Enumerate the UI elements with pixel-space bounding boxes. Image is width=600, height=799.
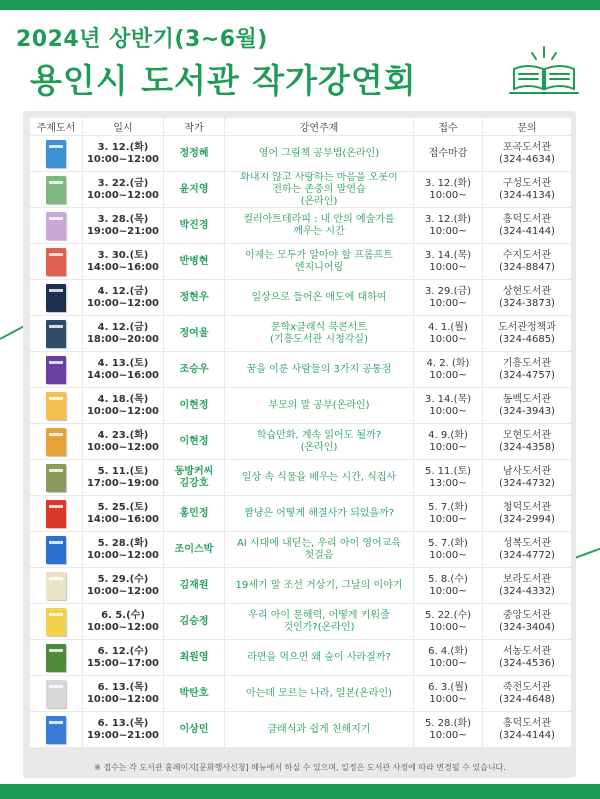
book-cover-image [46,680,66,708]
table-cell-contact: 동백도서관 (324-3943) [483,388,571,423]
table-cell-author: 김재원 [164,568,224,603]
table-cell-book [30,712,82,747]
table-cell-book [30,388,82,423]
table-cell-registration: 3. 12.(화) 10:00~ [414,208,482,243]
book-cover-image [46,212,66,240]
table-cell-date: 5. 28.(화) 10:00~12:00 [83,532,163,567]
column-header-author: 작가 [164,118,224,135]
book-cover-image [46,248,66,276]
table-cell-author: 정현우 [164,280,224,315]
table-cell-book [30,208,82,243]
book-cover-image [46,536,66,564]
table-cell-book [30,568,82,603]
table-cell-date: 6. 13.(목) 10:00~12:00 [83,676,163,711]
table-cell-date: 6. 12.(수) 15:00~17:00 [83,640,163,675]
book-cover-image [46,356,66,384]
table-cell-contact: 남사도서관 (324-4732) [483,460,571,495]
table-cell-author: 윤지영 [164,172,224,207]
table-cell-author: 박탄호 [164,676,224,711]
table-cell-topic: 일상 속 식물을 배우는 시간, 식집사 [225,460,413,495]
book-cover-image [46,140,66,168]
book-cover-image [46,428,66,456]
table-cell-date: 4. 12.(금) 18:00~20:00 [83,316,163,351]
book-cover-image [46,608,66,636]
table-cell-topic: 꿈을 이룬 사람들의 3가지 공통점 [225,352,413,387]
table-cell-registration: 3. 14.(목) 10:00~ [414,244,482,279]
book-cover-image [46,176,66,204]
table-cell-author: 이현정 [164,424,224,459]
table-cell-contact: 흥덕도서관 (324-4144) [483,208,571,243]
table-cell-author: 조이스박 [164,532,224,567]
table-cell-contact: 청덕도서관 (324-2994) [483,496,571,531]
table-cell-date: 3. 12.(화) 10:00~12:00 [83,136,163,171]
table-cell-topic: 짬냥은 어떻게 해결사가 되었을까? [225,496,413,531]
table-cell-registration: 5. 7.(화) 10:00~ [414,532,482,567]
column-header-date: 일시 [83,118,163,135]
table-cell-book [30,316,82,351]
table-cell-author: 이상민 [164,712,224,747]
table-cell-author: 정여울 [164,316,224,351]
table-cell-contact: 도서관정책과 (324-4685) [483,316,571,351]
table-cell-registration: 4. 1.(월) 10:00~ [414,316,482,351]
table-cell-registration: 5. 7.(화) 10:00~ [414,496,482,531]
table-cell-author: 박진경 [164,208,224,243]
table-cell-book [30,604,82,639]
table-cell-topic: 이제는 모두가 알아야 할 프롬프트 엔지니어링 [225,244,413,279]
table-cell-book [30,460,82,495]
table-cell-author: 홍민정 [164,496,224,531]
bottom-border [0,784,600,799]
open-book-icon [508,45,580,97]
table-cell-topic: 우리 아이 문해력, 어떻게 키워줄 것인가?(온라인) [225,604,413,639]
table-cell-book [30,676,82,711]
table-cell-author: 정정혜 [164,136,224,171]
table-cell-contact: 상현도서관 (324-3873) [483,280,571,315]
table-cell-registration: 5. 8.(수) 10:00~ [414,568,482,603]
table-cell-topic: 19세기 말 조선 거상기, 그날의 이야기 [225,568,413,603]
page-subtitle: 2024년 상반기(3~6월) [16,27,268,52]
book-cover-image [46,320,66,348]
table-cell-registration: 5. 22.(수) 10:00~ [414,604,482,639]
table-cell-topic: 부모의 말 공부(온라인) [225,388,413,423]
book-cover-image [46,500,66,528]
table-cell-topic: 화내지 않고 사랑하는 마음을 오롯이 전하는 존중의 말연습 (온라인) [225,172,413,207]
lecture-schedule-table [30,118,570,747]
table-cell-registration: 3. 29.(금) 10:00~ [414,280,482,315]
table-cell-author: 동방커씨 김강호 [164,460,224,495]
footnote: ※ 접수는 각 도서관 홈페이지[문화행사신청] 메뉴에서 하실 수 있으며, 일정은 도서관 사정에 따라 변경될 수 있습니다. [94,763,506,772]
table-cell-author: 조승우 [164,352,224,387]
table-cell-contact: 중앙도서관 (324-3404) [483,604,571,639]
table-cell-date: 6. 13.(목) 19:00~21:00 [83,712,163,747]
book-cover-image [46,464,66,492]
book-cover-image [46,644,66,672]
table-cell-book [30,352,82,387]
table-cell-author: 최원영 [164,640,224,675]
table-cell-book [30,136,82,171]
table-cell-book [30,532,82,567]
table-cell-book [30,424,82,459]
table-cell-registration: 5. 28.(화) 10:00~ [414,712,482,747]
table-cell-topic: 학습만화, 계속 읽어도 될까? (온라인) [225,424,413,459]
table-cell-contact: 구성도서관 (324-4134) [483,172,571,207]
table-cell-contact: 서농도서관 (324-4536) [483,640,571,675]
book-cover-image [46,716,66,744]
table-cell-contact: 수지도서관 (324-8847) [483,244,571,279]
column-header-book: 주제도서 [30,118,82,135]
table-cell-registration: 접수마감 [414,136,482,171]
table-cell-contact: 성복도서관 (324-4772) [483,532,571,567]
table-cell-date: 6. 5.(수) 10:00~12:00 [83,604,163,639]
table-cell-registration: 5. 11.(토) 13:00~ [414,460,482,495]
book-cover-image [46,572,66,600]
table-cell-date: 5. 29.(수) 10:00~12:00 [83,568,163,603]
table-cell-date: 5. 11.(토) 17:00~19:00 [83,460,163,495]
table-cell-topic: 아는데 모르는 나라, 일본(온라인) [225,676,413,711]
table-cell-date: 3. 30.(토) 14:00~16:00 [83,244,163,279]
table-cell-registration: 3. 12.(화) 10:00~ [414,172,482,207]
table-cell-book [30,172,82,207]
table-cell-registration: 6. 4.(화) 10:00~ [414,640,482,675]
table-cell-topic: 문학x클래식 북콘서트 (기흥도서관 시청각실) [225,316,413,351]
table-cell-date: 4. 12.(금) 10:00~12:00 [83,280,163,315]
table-cell-date: 3. 28.(목) 19:00~21:00 [83,208,163,243]
table-cell-author: 김승정 [164,604,224,639]
table-cell-date: 4. 18.(목) 10:00~12:00 [83,388,163,423]
table-cell-topic: 컬러아트테라피 : 내 안의 예술가를 깨우는 시간 [225,208,413,243]
table-cell-contact: 흥덕도서관 (324-4144) [483,712,571,747]
table-cell-topic: 라면을 먹으면 왜 숲이 사라질까? [225,640,413,675]
table-cell-registration: 6. 3.(월) 10:00~ [414,676,482,711]
table-cell-topic: 클래식과 쉽게 친해지기 [225,712,413,747]
table-cell-book [30,640,82,675]
table-cell-contact: 기흥도서관 (324-4757) [483,352,571,387]
table-cell-author: 반병현 [164,244,224,279]
table-cell-registration: 4. 9.(화) 10:00~ [414,424,482,459]
table-cell-registration: 3. 14.(목) 10:00~ [414,388,482,423]
table-cell-book [30,280,82,315]
column-header-registration: 접수 [414,118,482,135]
table-cell-topic: AI 시대에 내딛는, 우리 아이 영어교육 첫걸음 [225,532,413,567]
book-cover-image [46,284,66,312]
table-cell-book [30,496,82,531]
top-border [0,0,600,10]
table-cell-contact: 포곡도서관 (324-4634) [483,136,571,171]
page-title: 용인시 도서관 작가강연회 [30,61,417,100]
table-cell-registration: 4. 2. (화) 10:00~ [414,352,482,387]
table-cell-date: 4. 23.(화) 10:00~12:00 [83,424,163,459]
table-cell-date: 3. 22.(금) 10:00~12:00 [83,172,163,207]
table-cell-contact: 보라도서관 (324-4332) [483,568,571,603]
table-cell-author: 이현정 [164,388,224,423]
table-cell-topic: 영어 그림책 공부법(온라인) [225,136,413,171]
column-header-contact: 문의 [483,118,571,135]
table-cell-contact: 죽전도서관 (324-4648) [483,676,571,711]
table-cell-contact: 모현도서관 (324-4358) [483,424,571,459]
table-cell-topic: 일상으로 들어온 애도에 대하여 [225,280,413,315]
table-cell-date: 5. 25.(토) 14:00~16:00 [83,496,163,531]
table-cell-book [30,244,82,279]
book-cover-image [46,392,66,420]
column-header-topic: 강연주제 [225,118,413,135]
table-cell-date: 4. 13.(토) 14:00~16:00 [83,352,163,387]
